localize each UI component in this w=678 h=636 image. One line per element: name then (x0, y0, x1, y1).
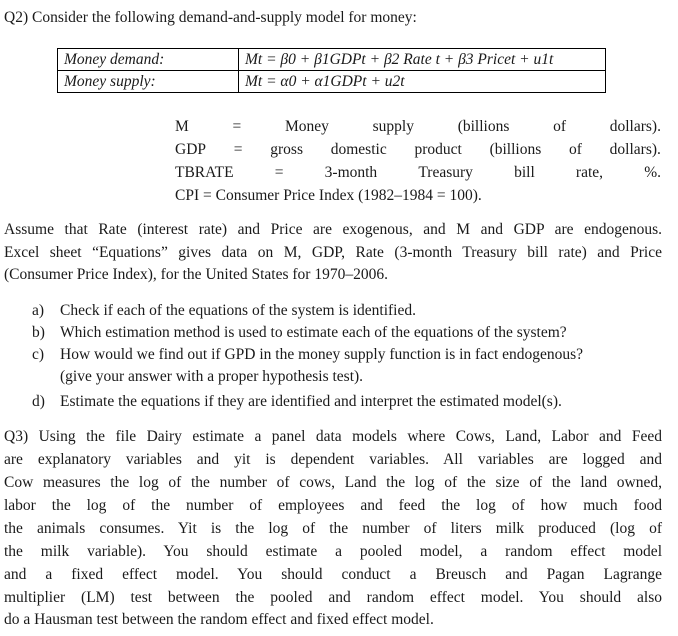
money-demand-row (58, 49, 606, 71)
def-word: of (553, 118, 566, 135)
q3-line: and a fixed effect model. You should conduct a Breusch and Pagan Lagrange (4, 566, 662, 583)
def-word: GDP (175, 141, 207, 158)
task-letter: b) (32, 324, 45, 341)
q3-line: are explanatory variables and yit is dependent variables. All variables are logged and (4, 451, 662, 468)
def-word: product (414, 141, 462, 158)
definition-gdp (175, 138, 661, 161)
q2-heading: Q2) Consider the following demand-and-supply model for money: (4, 9, 417, 26)
money-supply-equation: Mt = α0 + α1GDPt + u2t (239, 71, 606, 93)
task-letter: a) (32, 302, 45, 319)
def-word: 3-month (324, 164, 378, 181)
assumption-line: Excel sheet “Equations” gives data on M, GDP, Rate (3-month Treasury bill rate) and Price (4, 244, 662, 261)
q3-line: the milk variable). You should estimate a pooled model, a random effect model (4, 543, 662, 560)
task-text: (give your answer with a proper hypothesis test). (60, 368, 364, 385)
q3-paragraph (4, 425, 662, 609)
def-word: bill (514, 164, 535, 181)
def-word: gross (270, 141, 303, 158)
def-word: supply (372, 118, 414, 135)
q3-last-line: do a Hausman test between the random effect and fixed effect model. (4, 611, 434, 628)
assumption-paragraph (4, 218, 662, 264)
def-word: TBRATE (175, 164, 234, 181)
task-text: Which estimation method is used to estimate each of the equations of the system? (60, 324, 567, 341)
model-equations-table (57, 48, 606, 93)
money-supply-label: Money supply: (58, 71, 239, 93)
task-text: How would we find out if GPD in the money supply function is in fact endogenous? (60, 346, 584, 363)
assumption-line: Assume that Rate (interest rate) and Price are exogenous, and M and GDP are endogenous. (4, 221, 662, 238)
money-demand-label: Money demand: (58, 49, 239, 71)
def-word: domestic (330, 141, 387, 158)
def-word: %. (644, 164, 661, 181)
def-word: = (274, 164, 284, 181)
def-word: dollars). (609, 141, 661, 158)
q3-line: Cow measures the log of the number of cows, Land the log of the size of the land owned, (4, 474, 662, 491)
task-text: Estimate the equations if they are identified and interpret the estimated model(s). (60, 393, 562, 410)
money-demand-equation: Mt = β0 + β1GDPt + β2 Rate t + β3 Pricet + u1t (239, 49, 606, 71)
def-word: dollars). (609, 118, 661, 135)
def-word: M (175, 118, 189, 135)
definition-cpi: CPI = Consumer Price Index (1982–1984 = 100). (175, 187, 482, 204)
def-word: (billions (489, 141, 542, 158)
def-word: rate, (575, 164, 604, 181)
definition-m (175, 115, 661, 138)
def-word: Money (284, 118, 329, 135)
variable-definitions (175, 115, 661, 207)
task-letter: c) (32, 346, 45, 363)
q3-line: multiplier (LM) test between the pooled and random effect model. You should also (4, 589, 662, 606)
q3-line: the animals consumes. Yit is the log of the number of liters milk produced (log of (4, 520, 662, 537)
def-word: (billions (457, 118, 510, 135)
q3-line: Q3) Using the file Dairy estimate a panel data models where Cows, Land, Labor and Feed (4, 428, 662, 445)
task-text: Check if each of the equations of the system is identified. (60, 302, 416, 319)
def-word: = (232, 118, 242, 135)
task-letter: d) (32, 393, 45, 410)
money-supply-row (58, 71, 606, 93)
q3-line: labor the log of the number of employees and feed the log of how much food (4, 497, 662, 514)
def-word: of (569, 141, 582, 158)
assumption-last-line: (Consumer Price Index), for the United States for 1970–2006. (4, 266, 388, 283)
def-word: Treasury (418, 164, 473, 181)
def-word: = (233, 141, 243, 158)
definition-tbrate (175, 161, 661, 184)
